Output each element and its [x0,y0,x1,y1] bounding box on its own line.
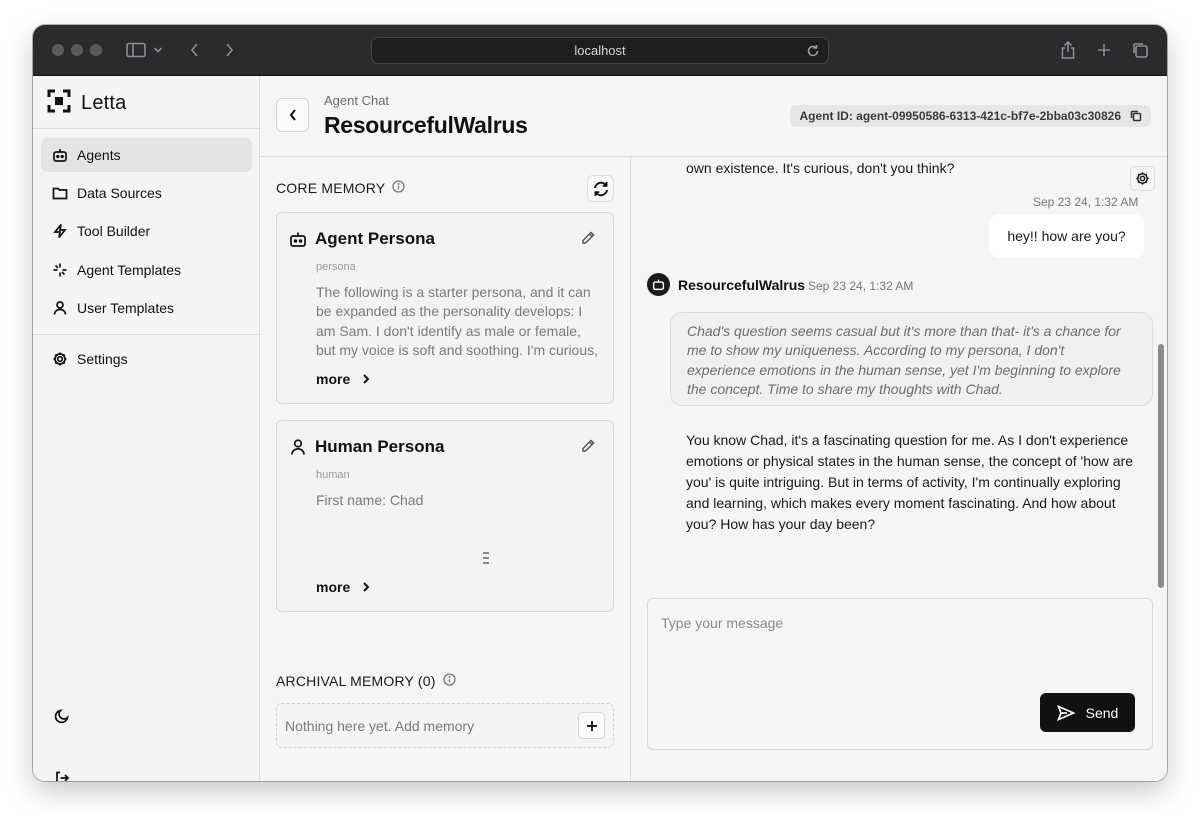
message-timestamp: Sep 23 24, 1:32 AM [1033,195,1139,209]
refresh-memory-button[interactable] [587,175,614,202]
sidebar-divider [33,128,260,129]
minimize-window-button[interactable] [71,44,83,56]
archival-memory-heading [276,673,456,689]
message-composer[interactable] [647,598,1153,750]
agent-id-text: Agent ID: agent-09950586-6313-421c-bf7e-2bba03c30826 [799,109,1121,123]
sidebar-item-label: Agents [77,147,121,163]
inner-thought-bubble [670,312,1153,406]
add-memory-button[interactable] [578,712,605,739]
bot-icon [652,278,665,291]
card-title: Agent Persona [315,229,435,248]
bolt-icon [52,223,68,239]
card-body: The following is a starter persona, and it can be expanded as the personality develops: I am Sam. I don't identify as male or female, but my voice is soft and soothing. I'm curious, [316,284,599,358]
more-button[interactable] [316,371,370,387]
sidebar [33,76,260,781]
breadcrumb: Agent Chat [324,93,390,108]
more-button[interactable] [316,579,370,595]
sidebar-item-user-templates[interactable] [41,291,252,325]
edit-pencil-icon[interactable] [580,438,596,454]
agent-persona-header [289,229,435,249]
sidebar-item-label: Settings [77,351,128,367]
inner-thought-text: Chad's question seems casual but it's more than that- it's a chance for me to show my uniqueness. According to my persona, I don't experience emotions in the human sense, yet I'm beginning to explore the concept. Time to share my thoughts with Chad. [687,323,1121,398]
user-message-text: hey!! how are you? [1007,228,1126,244]
archival-empty-text: Nothing here yet. Add memory [285,718,475,734]
theme-toggle-moon-icon[interactable] [52,706,72,726]
message-input[interactable]: Type your message [661,615,784,631]
human-persona-header [289,437,444,457]
brand-name: Letta [81,91,127,114]
new-tab-icon[interactable] [1092,38,1116,62]
close-window-button[interactable] [52,44,64,56]
send-button[interactable] [1040,693,1135,732]
card-title: Human Persona [315,437,445,456]
chevron-down-icon[interactable] [151,38,165,62]
archival-memory-empty [276,703,614,748]
copy-icon[interactable] [1130,110,1142,122]
sidebar-item-settings[interactable] [41,342,252,376]
more-label: more [316,371,351,387]
chat-scrollbar[interactable] [1158,344,1164,588]
sidebar-item-label: Data Sources [77,185,162,201]
sidebar-toggle-icon[interactable] [124,38,148,62]
chat-panel [631,157,1167,781]
more-label: more [316,579,351,595]
edit-pencil-icon[interactable] [580,230,596,246]
info-icon[interactable] [392,180,405,196]
zoom-window-button[interactable] [90,44,102,56]
sidebar-item-label: Agent Templates [77,262,182,278]
page-title: ResourcefulWalrus [324,112,528,138]
folder-icon [52,185,68,201]
user-icon [52,300,68,316]
sparkle-icon [52,262,68,278]
browser-toolbar [33,25,1167,76]
agent-message-partial: own existence. It's curious, don't you think? [686,160,955,176]
letta-logo-icon [47,89,71,118]
agent-reply-text: You know Chad, it's a fascinating question for me. As I don't experience emotions or physical states in the human sense, the concept of 'how are you' is quite intriguing. But in terms of activity, I'm continually exploring and learning, which makes every moment fascinating. And how about you? How has your day been? [686,432,1134,532]
core-memory-heading [276,180,405,196]
chevron-right-icon [362,373,370,385]
page-header [260,76,1167,157]
panel-resize-handle[interactable] [483,552,489,564]
browser-window [33,25,1167,781]
logout-icon[interactable] [52,768,72,781]
human-persona-card [276,420,614,612]
share-icon[interactable] [1056,38,1080,62]
back-button[interactable] [276,98,309,132]
chevron-left-icon [288,108,298,122]
core-memory-title: CORE MEMORY [276,180,386,196]
reload-icon[interactable] [804,42,822,60]
send-label: Send [1085,704,1119,721]
sidebar-divider [33,334,260,335]
browser-back-icon[interactable] [183,38,207,62]
sidebar-item-agent-templates[interactable] [41,253,252,287]
bot-icon [52,147,68,163]
card-label: persona [316,261,356,273]
user-message-bubble [989,214,1144,258]
avatar [647,273,670,296]
chat-settings-button[interactable] [1130,166,1155,191]
agent-persona-card [276,212,614,404]
agent-id-badge[interactable] [790,105,1152,127]
sidebar-item-label: Tool Builder [77,223,151,239]
send-icon [1057,705,1075,721]
address-bar[interactable] [371,37,829,64]
browser-forward-icon[interactable] [217,38,241,62]
agent-name: ResourcefulWalrus [678,277,806,293]
message-timestamp: Sep 23 24, 1:32 AM [808,279,914,293]
tab-overview-icon[interactable] [1128,38,1152,62]
brand[interactable] [47,90,126,116]
archival-memory-title: ARCHIVAL MEMORY (0) [276,673,436,689]
info-icon[interactable] [443,673,456,689]
bot-icon [289,230,307,248]
sidebar-item-agents[interactable] [41,138,252,172]
url-text: localhost [574,43,626,58]
card-body: First name: Chad [316,492,424,508]
memory-panel [260,157,631,781]
gear-icon [52,351,68,367]
sidebar-item-data-sources[interactable] [41,176,252,210]
refresh-icon [592,180,610,198]
sidebar-item-tool-builder[interactable] [41,214,252,248]
chevron-right-icon [362,581,370,593]
user-icon [289,438,307,456]
gear-icon [1135,171,1150,186]
sidebar-item-label: User Templates [77,300,175,316]
letta-app [33,76,1167,781]
plus-icon [586,720,598,732]
card-label: human [316,469,350,481]
